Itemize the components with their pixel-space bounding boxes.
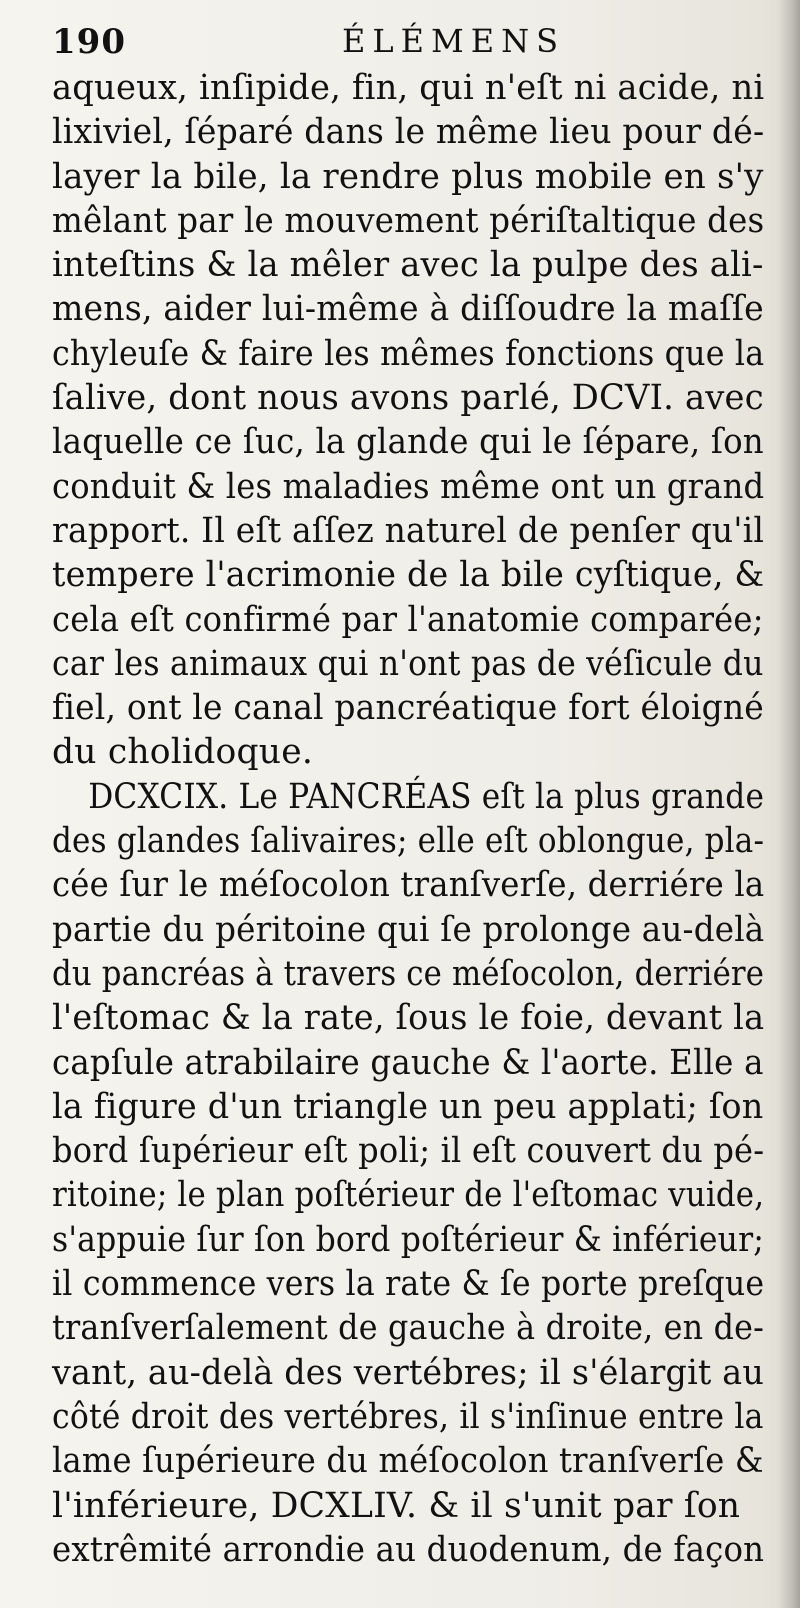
text-line: laquelle ce ſuc, la glande qui le ſépare, ſon [52,422,764,463]
text-line: layer la bile, la rendre plus mobile en s'y [52,156,764,197]
text-line: mêlant par le mouvement périſtaltique des [52,200,765,241]
text-line: lame ſupérieure du méſocolon tranſverſe & [52,1441,764,1482]
text-line: côté droit des vertébres, il s'inſinue entre la [52,1396,764,1437]
page-number: 190 [52,22,126,62]
text-line: tranſverſalement de gauche à droite, en de- [52,1308,765,1349]
text-line: extrêmité arrondie au duodenum, de façon [52,1529,765,1570]
text-line: car les animaux qui n'ont pas de véſicule du [52,643,764,684]
body-text [52,66,764,1572]
text-line: s'appuie ſur ſon bord poſtérieur & inférieur; [52,1219,765,1260]
text-line: du cholidoque. [52,732,313,773]
page-edge-shadow [778,0,800,1608]
text-line: l'eſtomac & la rate, ſous le foie, devant la [52,998,765,1039]
text-line: des glandes ſalivaires; elle eſt oblongue, pla- [52,821,765,862]
text-line: partie du péritoine qui ſe prolonge au-delà [52,909,765,950]
text-line: du pancréas à travers ce méſocolon, derriére [52,953,765,994]
text-line: inteſtins & la mêler avec la pulpe des ali- [52,245,764,286]
text-line: cée ſur le méſocolon tranſverſe, derriére la [52,865,765,906]
text-line: fiel, ont le canal pancréatique fort éloigné [52,688,764,729]
text-line: conduit & les maladies même ont un grand [52,466,765,507]
text-line: tempere l'acrimonie de la bile cyſtique, & [52,555,765,596]
text-line: cela eſt confirmé par l'anatomie comparée; [52,599,764,640]
text-line: rapport. Il eſt aſſez naturel de penſer qu'il [52,510,765,551]
text-line: lixiviel, ſéparé dans le même lieu pour dé- [52,112,765,153]
text-line: mens, aider lui-même à diſſoudre la maſſe [52,289,764,330]
text-line: capſule atrabilaire gauche & l'aorte. Elle a [52,1042,764,1083]
text-line: ritoine; le plan poſtérieur de l'eſtomac vuide, [52,1175,765,1216]
paragraph-start-line: DCXCIX. Le PANCRÉAS eſt la plus grande [88,776,765,817]
text-line: bord ſupérieur eſt poli; il eſt couvert du pé- [52,1131,765,1172]
text-line: vant, au-delà des vertébres; il s'élargit au [52,1352,765,1393]
page-header [52,18,772,68]
text-line: la figure d'un triangle un peu applati; ſon [52,1086,764,1127]
text-line: aqueux, inſipide, fin, qui n'eſt ni acide, ni [52,68,765,108]
text-line: l'inférieure, DCXLIV. & il s'unit par ſon [52,1485,741,1526]
text-line: il commence vers la rate & ſe porte preſque [52,1264,765,1305]
text-line: chyleuſe & faire les mêmes fonctions que la [52,333,765,374]
text-line: ſalive, dont nous avons parlé, DCVI. avec [52,378,764,419]
running-title: ÉLÉMENS [342,22,566,60]
